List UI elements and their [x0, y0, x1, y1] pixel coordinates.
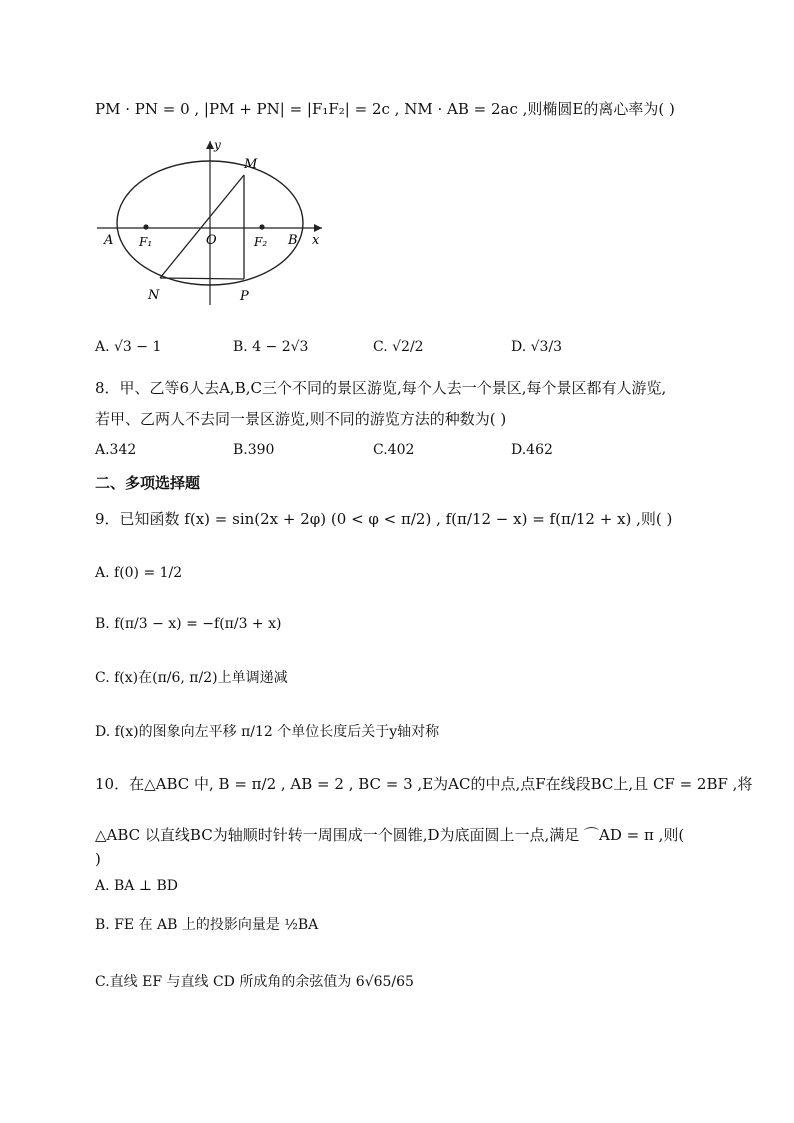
q10-option-b: B. FE 在 AB 上的投影向量是 ½BA	[95, 917, 319, 933]
section-heading: 二、多项选择题	[95, 474, 201, 492]
q8-line2: 若甲、乙两人不去同一景区游览,则不同的游览方法的种数为( )	[95, 410, 507, 428]
q10-option-c: C.直线 EF 与直线 CD 所成角的余弦值为 6√65/65	[95, 974, 414, 990]
q10-line1: 10．在△ABC 中, B = π/2 , AB = 2 , BC = 3 ,E为AC的中点,点F在线段BC上,且 CF = 2BF ,将	[95, 775, 753, 793]
q7-option-a: A. √3 − 1	[95, 339, 162, 355]
label-F2: F₂	[254, 235, 268, 249]
label-N: N	[148, 288, 160, 303]
q7-option-d: D. √3/3	[511, 339, 563, 355]
ellipse-figure	[92, 135, 332, 310]
label-A: A	[104, 233, 114, 248]
q8-option-b: B.390	[233, 442, 275, 458]
label-M: M	[244, 157, 258, 172]
label-B: B	[288, 233, 298, 248]
q9-option-a: A. f(0) = 1/2	[95, 565, 183, 581]
label-y: y	[214, 138, 221, 152]
label-P: P	[240, 289, 249, 304]
q10-line3: )	[95, 850, 101, 868]
q8-option-a: A.342	[95, 442, 137, 458]
q9-option-b: B. f(π/3 − x) = −f(π/3 + x)	[95, 616, 282, 632]
q9-stem: 9．已知函数 f(x) = sin(2x + 2φ) (0 < φ < π/2) , f(π/12 − x) = f(π/12 + x) ,则( )	[95, 510, 673, 528]
q7-option-c: C. √2/2	[373, 339, 424, 355]
q7-stem: PM · PN = 0 , |PM + PN| = |F₁F₂| = 2c , NM · AB = 2ac ,则椭圆E的离心率为( )	[95, 100, 675, 118]
label-F1: F₁	[139, 235, 153, 249]
q8-line1: 8．甲、乙等6人去A,B,C三个不同的景区游览,每个人去一个景区,每个景区都有人游览,	[95, 379, 667, 397]
q9-option-d: D. f(x)的图象向左平移 π/12 个单位长度后关于y轴对称	[95, 724, 440, 740]
label-O: O	[206, 233, 217, 248]
q7-option-b: B. 4 − 2√3	[233, 339, 309, 355]
q8-option-c: C.402	[373, 442, 415, 458]
q10-line2: △ABC 以直线BC为轴顺时针转一周围成一个圆锥,D为底面圆上一点,满足 ⌒AD = π ,则(	[95, 826, 685, 844]
q9-option-c: C. f(x)在(π/6, π/2)上单调递减	[95, 670, 288, 686]
q8-option-d: D.462	[511, 442, 553, 458]
q10-option-a: A. BA ⊥ BD	[95, 878, 178, 894]
label-x: x	[312, 233, 320, 248]
